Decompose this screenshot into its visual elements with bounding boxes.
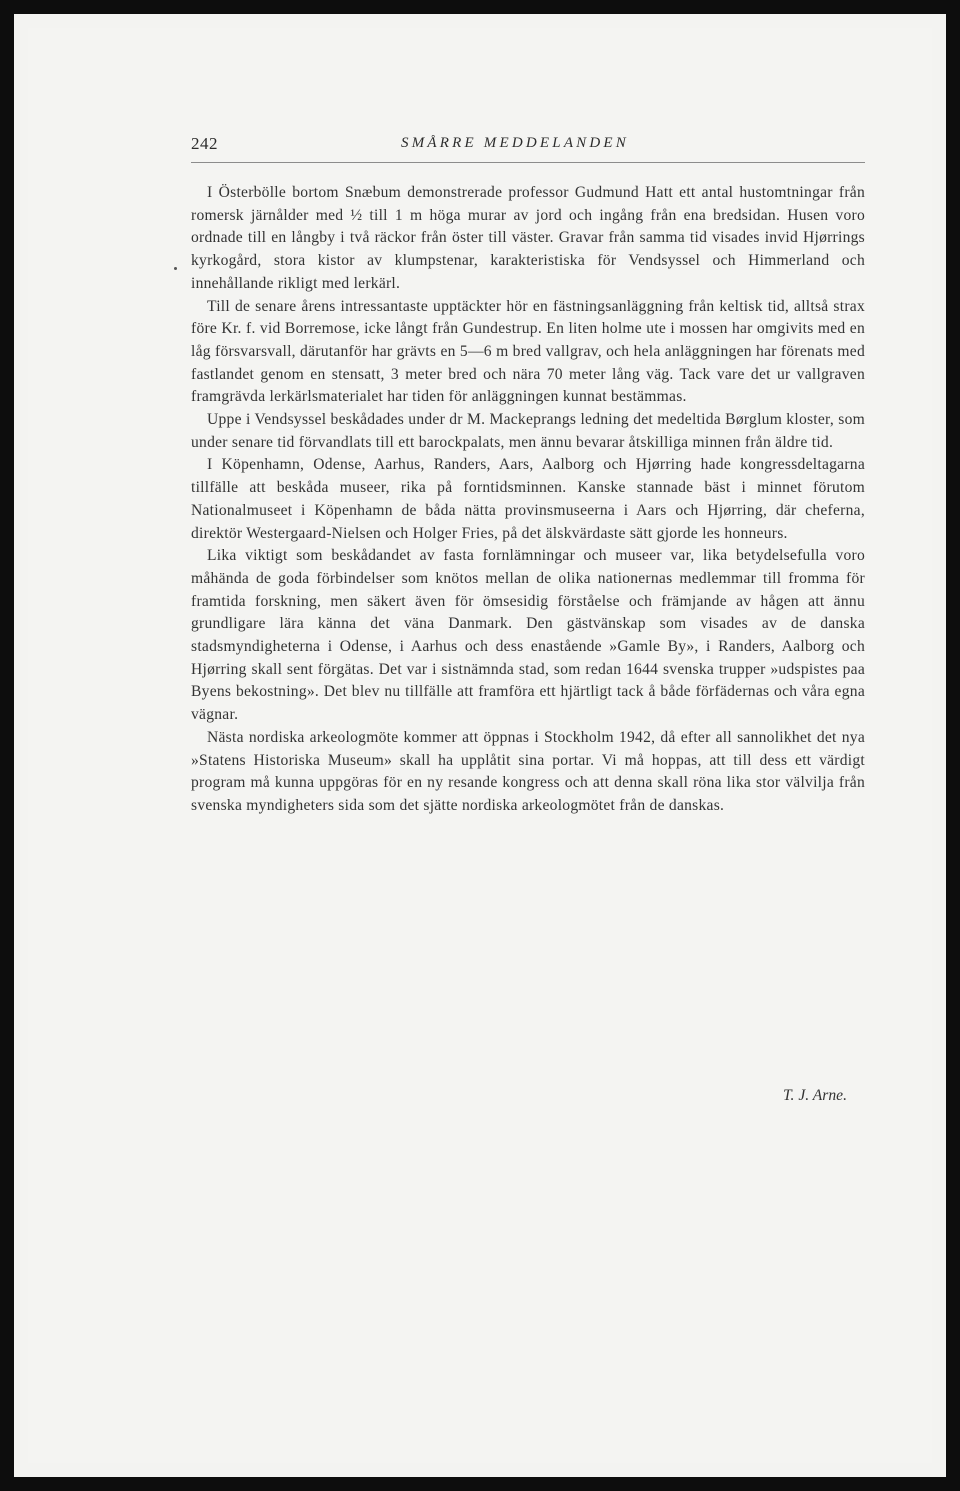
article-body xyxy=(191,182,865,818)
author-signature: T. J. Arne. xyxy=(783,1087,847,1104)
paragraph: Nästa nordiska arkeologmöte kommer att öppnas i Stockholm 1942, då efter all sannolikhet det nya »Statens Historiska Museum» skall ha upplåtit sina portar. Vi må hoppas, att till dess ett värdigt program må kunna uppgöras för en ny resande kongress och att denna skall röna lika stor välvilja från svenska myndigheters sida som det sjätte nordiska arkeologmötet från de danskas. xyxy=(191,728,865,814)
paragraph: I Österbölle bortom Snæbum demonstrerade professor Gudmund Hatt ett antal hustomtningar från romersk järnålder med ½ till 1 m höga murar av jord och ingång från ena bredsidan. Husen voro ordnade till en långby i två räckor från öster till väster. Gravar från samma tid visades invid Hjørrings kyrkogård, stora kistor av klumpstenar, karakteristiska för Vendsyssel och Himmerland och innehållande rikligt med lerkärl. xyxy=(191,184,865,292)
page-number: 242 xyxy=(191,134,218,153)
paragraph: Lika viktigt som beskådandet av fasta fornlämningar och museer var, lika betydelsefulla voro måhända de goda förbindelser som knötos mellan de olika nationernas medlemmar till fromma för framtida forskning, men säkert även för ömsesidig förståelse och främjande av hågen att ännu grundligare lära känna det väna Danmark. Den gästvänskap som visades av de danska stadsmyndigheterna i Odense, i Aarhus och dess enastående »Gamle By», i Randers, Aalborg och Hjørring skall sent förgätas. Det var i sistnämnda stad, som redan 1644 svenska trupper »udspistes paa Byens bekostning». Det blev nu tillfälle att framföra ett hjärtligt tack å både förfädernas och våra egna vägnar. xyxy=(191,547,865,724)
paragraph: Uppe i Vendsyssel beskådades under dr M. Mackeprangs ledning det medeltida Børglum kloster, som under senare tid förvandlats till ett barockpalats, men ännu bevarar åtskilliga minnen från äldre tid. xyxy=(191,411,865,451)
paragraph: I Köpenhamn, Odense, Aarhus, Randers, Aars, Aalborg och Hjørring hade kongressdeltagarna tillfälle att beskåda museer, rika på forntidsminnen. Kanske stannade bäst i minnet förutom Nationalmuseet i Köpenhamn de båda nätta provinsmuseerna i Aars och Hjørring, där cheferna, direktör Westergaard-Nielsen och Holger Fries, på det älskvärdaste sätt gjorde les honneurs. xyxy=(191,456,865,542)
paragraph: Till de senare årens intressantaste upptäckter hör en fästningsanläggning från keltisk tid, alltså strax före Kr. f. vid Borremose, icke långt från Gundestrup. En liten holme ute i mossen har omgivits med en låg försvarsvall, därutanför har grävts en 5—6 m bred vallgrav, och hela anläggningen har förenats med fastlandet genom en stensatt, 3 meter bred och nära 70 meter lång väg. Tack vare det ur vallgraven framgrävda lerkärlsmaterialet har tiden för anläggningen kunnat bestämmas. xyxy=(191,297,865,406)
page-header xyxy=(191,134,865,163)
running-head: SMÅRRE MEDDELANDEN xyxy=(401,135,629,151)
margin-mark xyxy=(174,267,177,270)
